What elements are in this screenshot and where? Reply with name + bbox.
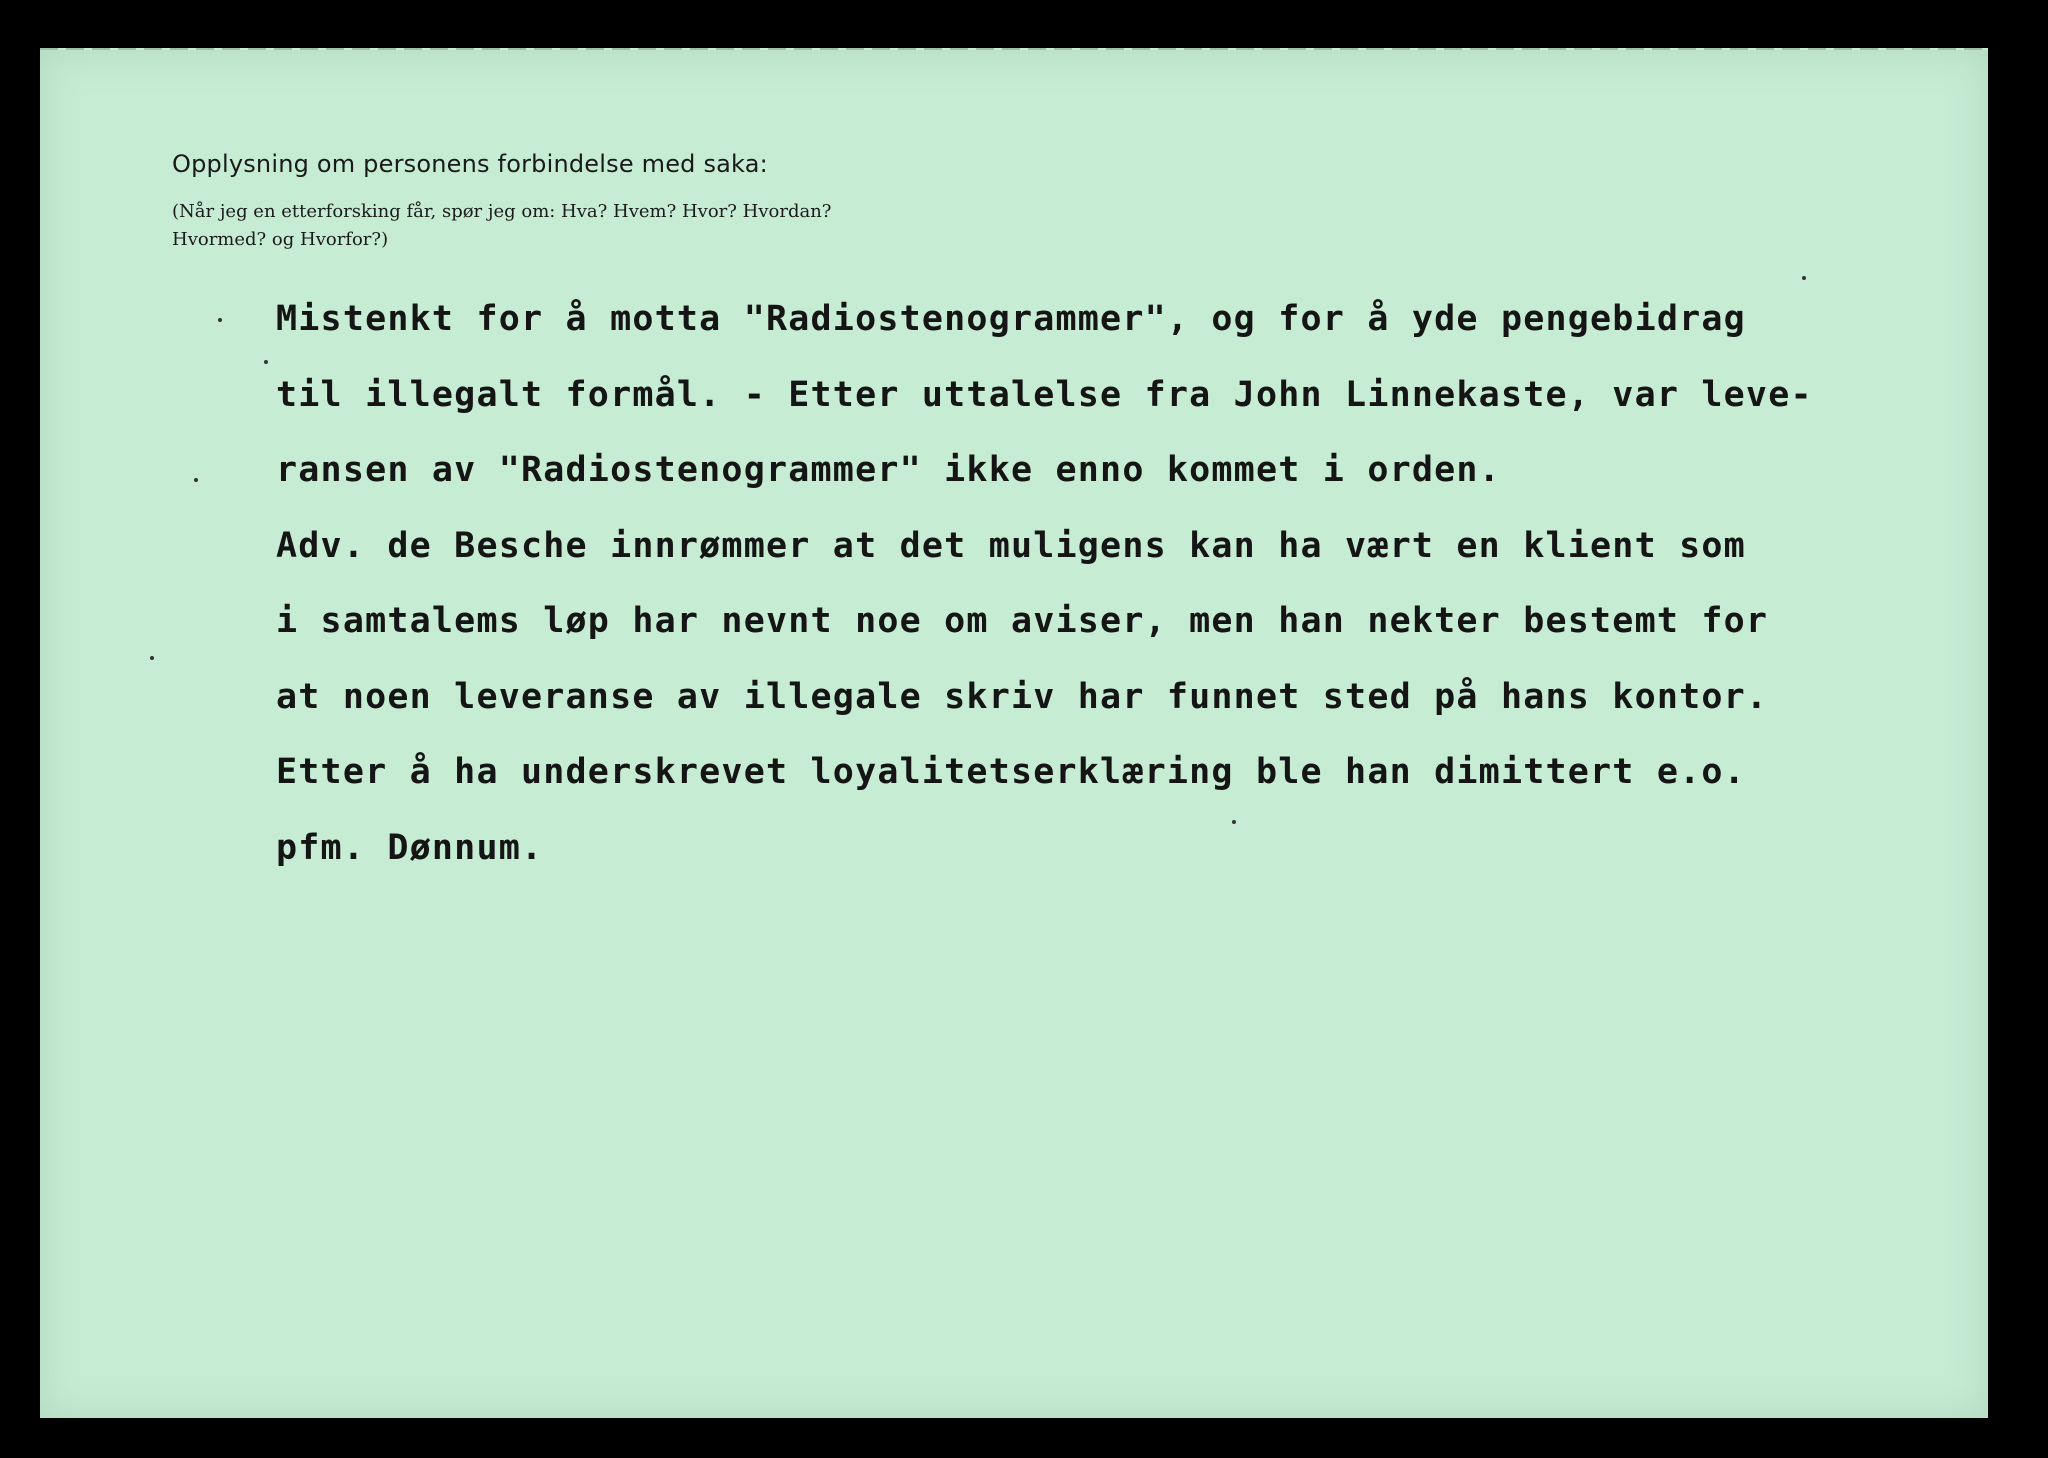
form-subheading (172, 198, 1072, 254)
typed-statement (276, 282, 1813, 886)
form-subheading-line: Hvormed? og Hvorfor?) (172, 229, 389, 250)
typed-line: ransen av "Radiostenogrammer" ikke enno kommet i orden. (276, 450, 1501, 490)
typed-line: Etter å ha underskrevet loyalitetserklæring ble han dimittert e.o. (276, 752, 1746, 792)
typed-line: at noen leveranse av illegale skriv har funnet sted på hans kontor. (276, 676, 1769, 717)
typed-line: Adv. de Besche innrømmer at det muligens kan ha vært en klient som (276, 525, 1746, 566)
ink-speck (1802, 276, 1806, 280)
ink-speck (194, 478, 198, 482)
form-subheading-line: (Når jeg en etterforsking får, spør jeg om: Hva? Hvem? Hvor? Hvordan? (172, 201, 832, 222)
form-heading: Opplysning om personens forbindelse med saka: (172, 150, 768, 178)
typed-line: Mistenkt for å motta "Radiostenogrammer", og for å yde pengebidrag (276, 299, 1746, 339)
typed-line: til illegalt formål. - Etter uttalelse fra John Linnekaste, var leve- (276, 374, 1813, 415)
ink-speck (150, 656, 154, 660)
ink-speck (1232, 820, 1236, 824)
typed-line: i samtalems løp har nevnt noe om aviser, men han nekter bestemt for (276, 601, 1769, 641)
ink-speck (218, 318, 222, 322)
typed-line: pfm. Dønnum. (276, 827, 544, 868)
ink-speck (264, 360, 268, 364)
